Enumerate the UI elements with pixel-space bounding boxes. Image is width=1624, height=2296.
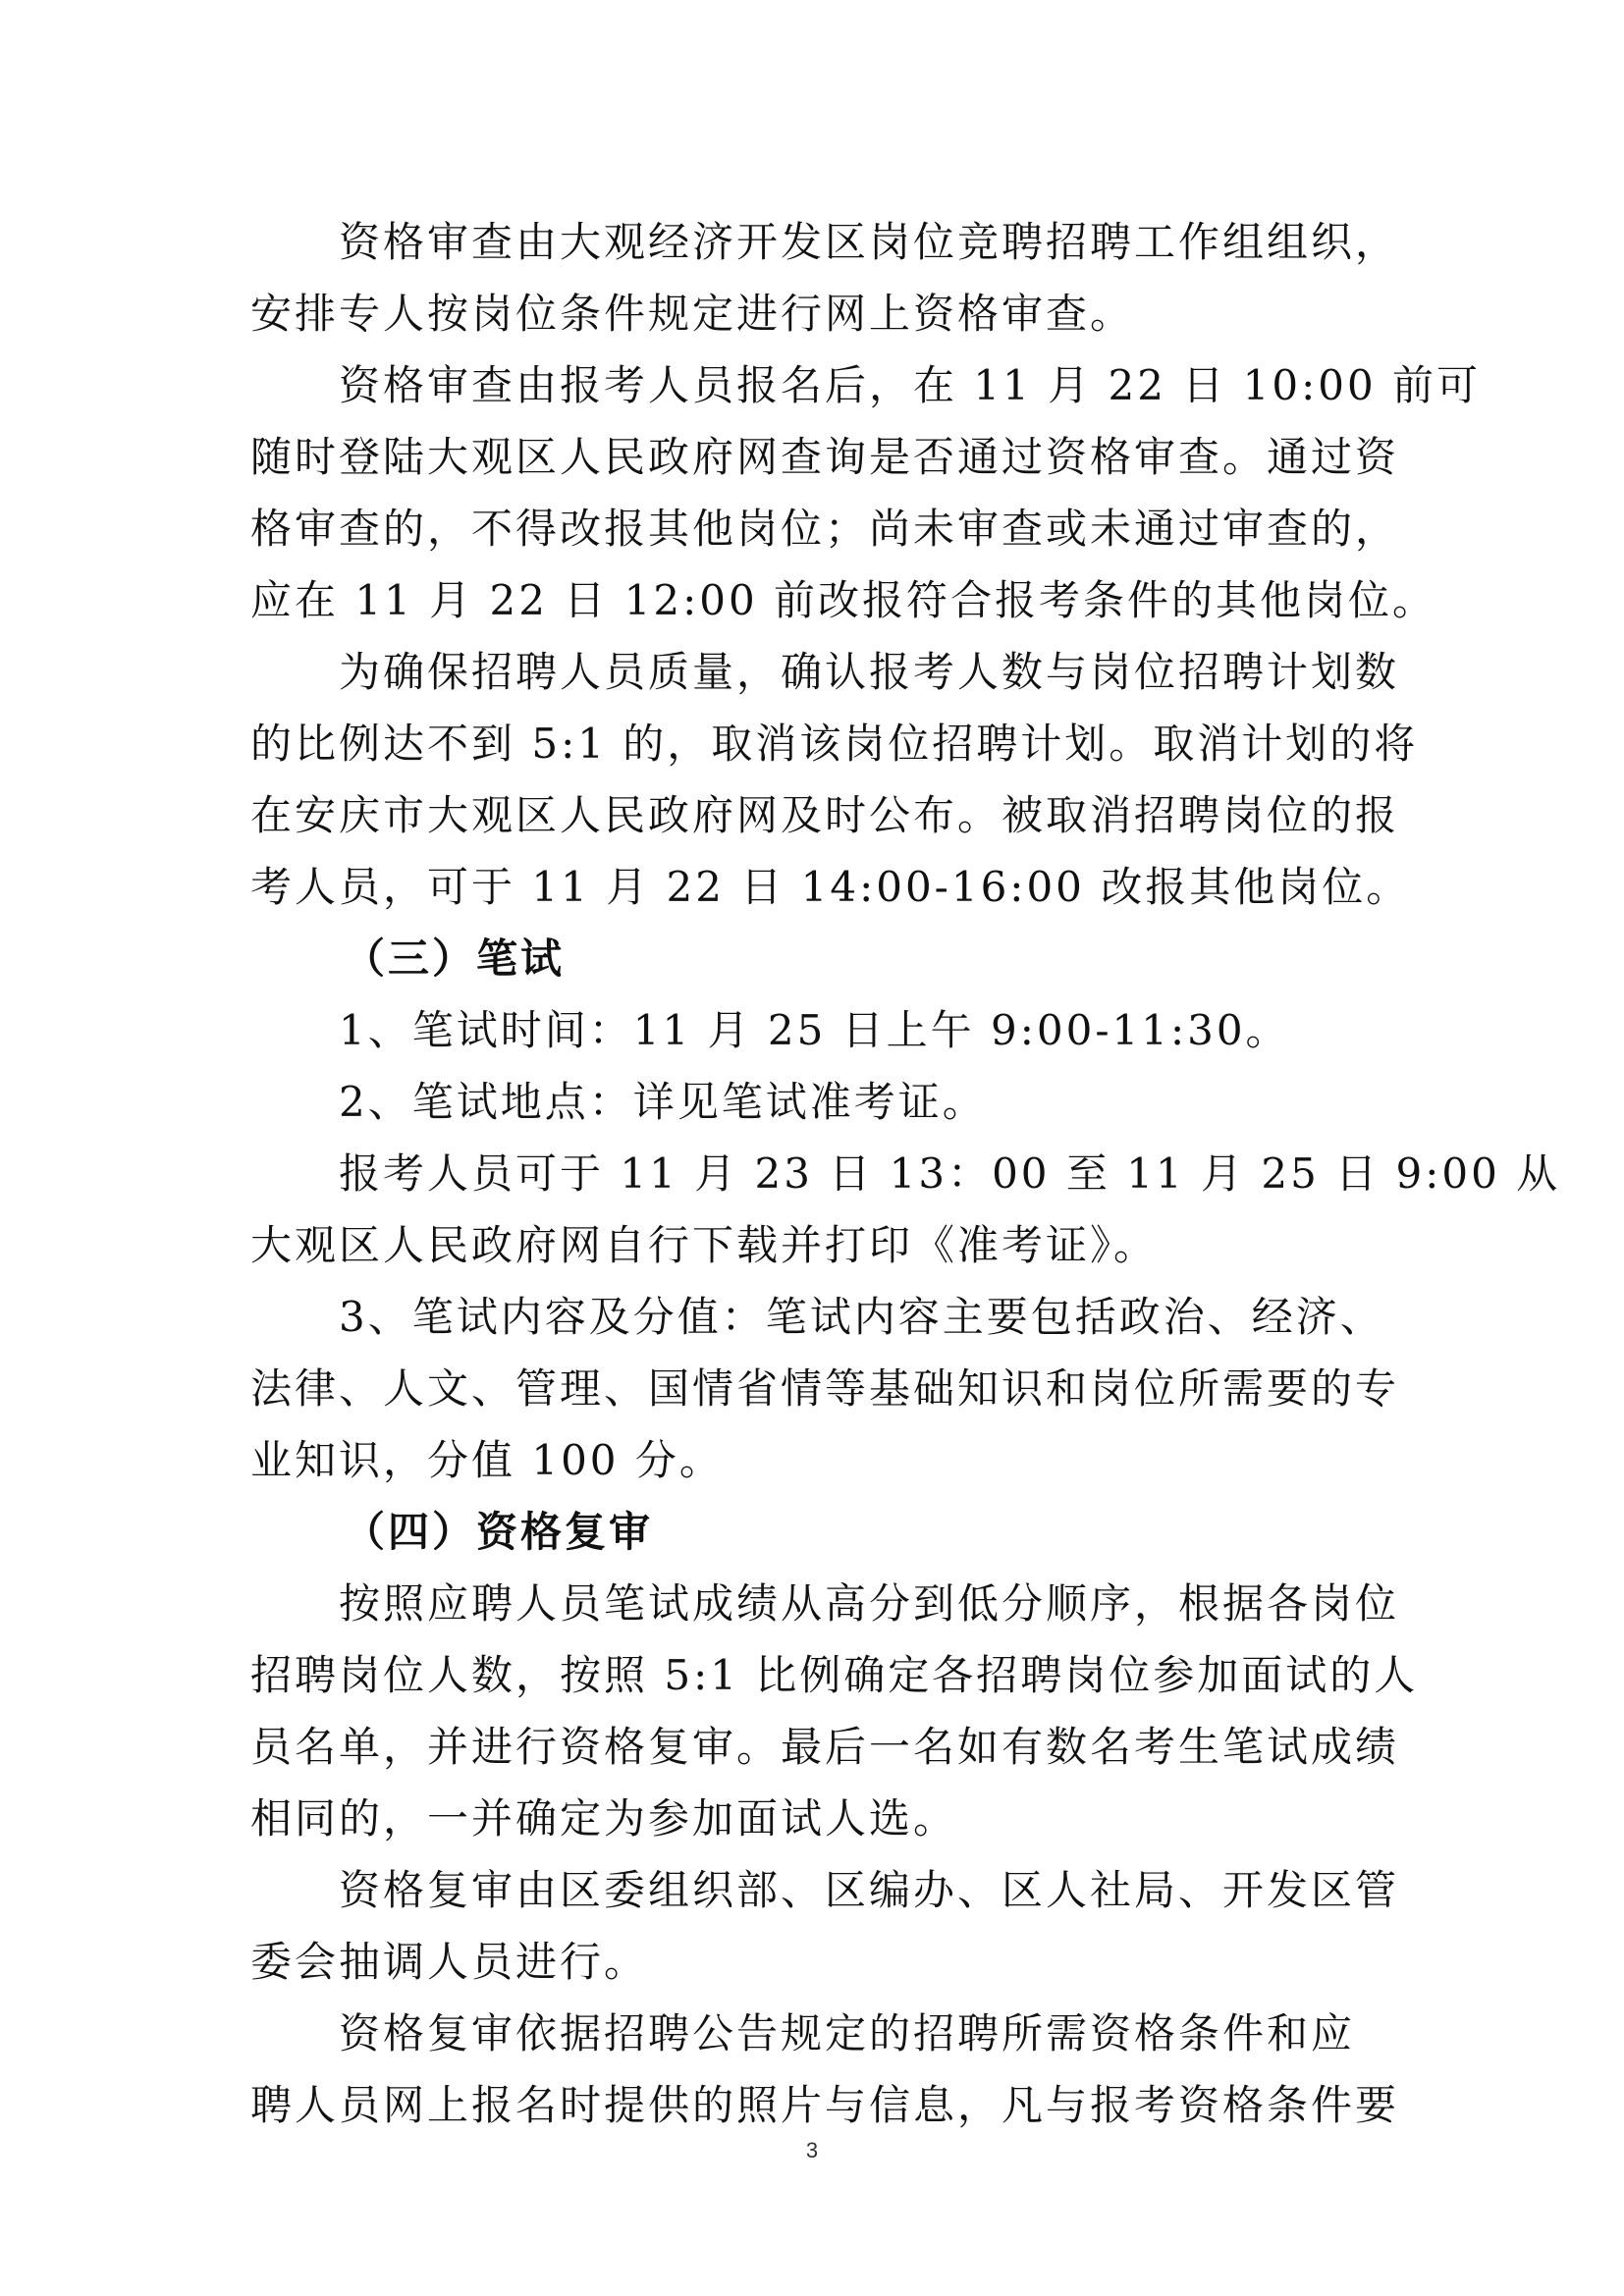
section-heading: （三）笔试 bbox=[344, 934, 566, 983]
text-line: 委会抽调人员进行。 bbox=[250, 1938, 649, 1986]
text-line: 3、笔试内容及分值：笔试内容主要包括政治、经济、 bbox=[339, 1293, 1384, 1341]
text-line: 1、笔试时间：11 月 25 日上午 9:00-11:30。 bbox=[339, 1006, 1290, 1054]
text-line: 资格审查由报考人员报名后，在 11 月 22 日 10:00 前可 bbox=[339, 361, 1482, 409]
text-line: 大观区人民政府网自行下载并打印《准考证》。 bbox=[250, 1221, 1159, 1269]
text-line: 为确保招聘人员质量，确认报考人数与岗位招聘计划数 bbox=[339, 648, 1400, 696]
text-line: 业知识，分值 100 分。 bbox=[250, 1436, 724, 1484]
text-line: 法律、人文、管理、国情省情等基础知识和岗位所需要的专 bbox=[250, 1364, 1400, 1413]
text-line: 应在 11 月 22 日 12:00 前改报符合报考条件的其他岗位。 bbox=[250, 576, 1437, 624]
text-line: 资格复审由区委组织部、区编办、区人社局、开发区管 bbox=[339, 1866, 1400, 1914]
text-line: 随时登陆大观区人民政府网查询是否通过资格审查。通过资 bbox=[250, 433, 1400, 481]
text-line: 资格复审依据招聘公告规定的招聘所需资格条件和应 bbox=[339, 2009, 1356, 2057]
text-line: 资格审查由大观经济开发区岗位竞聘招聘工作组组织， bbox=[339, 218, 1400, 266]
document-body bbox=[250, 206, 1561, 2141]
text-line: 格审查的，不得改报其他岗位；尚未审查或未通过审查的， bbox=[250, 505, 1400, 553]
text-line: 聘人员网上报名时提供的照片与信息，凡与报考资格条件要 bbox=[250, 2081, 1400, 2129]
text-line: 按照应聘人员笔试成绩从高分到低分顺序，根据各岗位 bbox=[339, 1579, 1400, 1628]
text-line: 2、笔试地点：详见笔试准考证。 bbox=[339, 1078, 987, 1126]
text-line: 招聘岗位人数，按照 5:1 比例确定各招聘岗位参加面试的人 bbox=[250, 1651, 1419, 1699]
section-heading: （四）资格复审 bbox=[344, 1508, 654, 1556]
page-number: 3 bbox=[805, 2138, 819, 2163]
text-line: 的比例达不到 5:1 的，取消该岗位招聘计划。取消计划的将 bbox=[250, 720, 1419, 768]
text-line: 报考人员可于 11 月 23 日 13：00 至 11 月 25 日 9:00 从 bbox=[339, 1149, 1561, 1198]
text-line: 考人员，可于 11 月 22 日 14:00-16:00 改报其他岗位。 bbox=[250, 863, 1411, 911]
text-line: 相同的，一并确定为参加面试人选。 bbox=[250, 1794, 958, 1842]
text-line: 安排专人按岗位条件规定进行网上资格审查。 bbox=[250, 290, 1135, 338]
text-line: 在安庆市大观区人民政府网及时公布。被取消招聘岗位的报 bbox=[250, 791, 1400, 839]
text-line: 员名单，并进行资格复审。最后一名如有数名考生笔试成绩 bbox=[250, 1723, 1400, 1771]
